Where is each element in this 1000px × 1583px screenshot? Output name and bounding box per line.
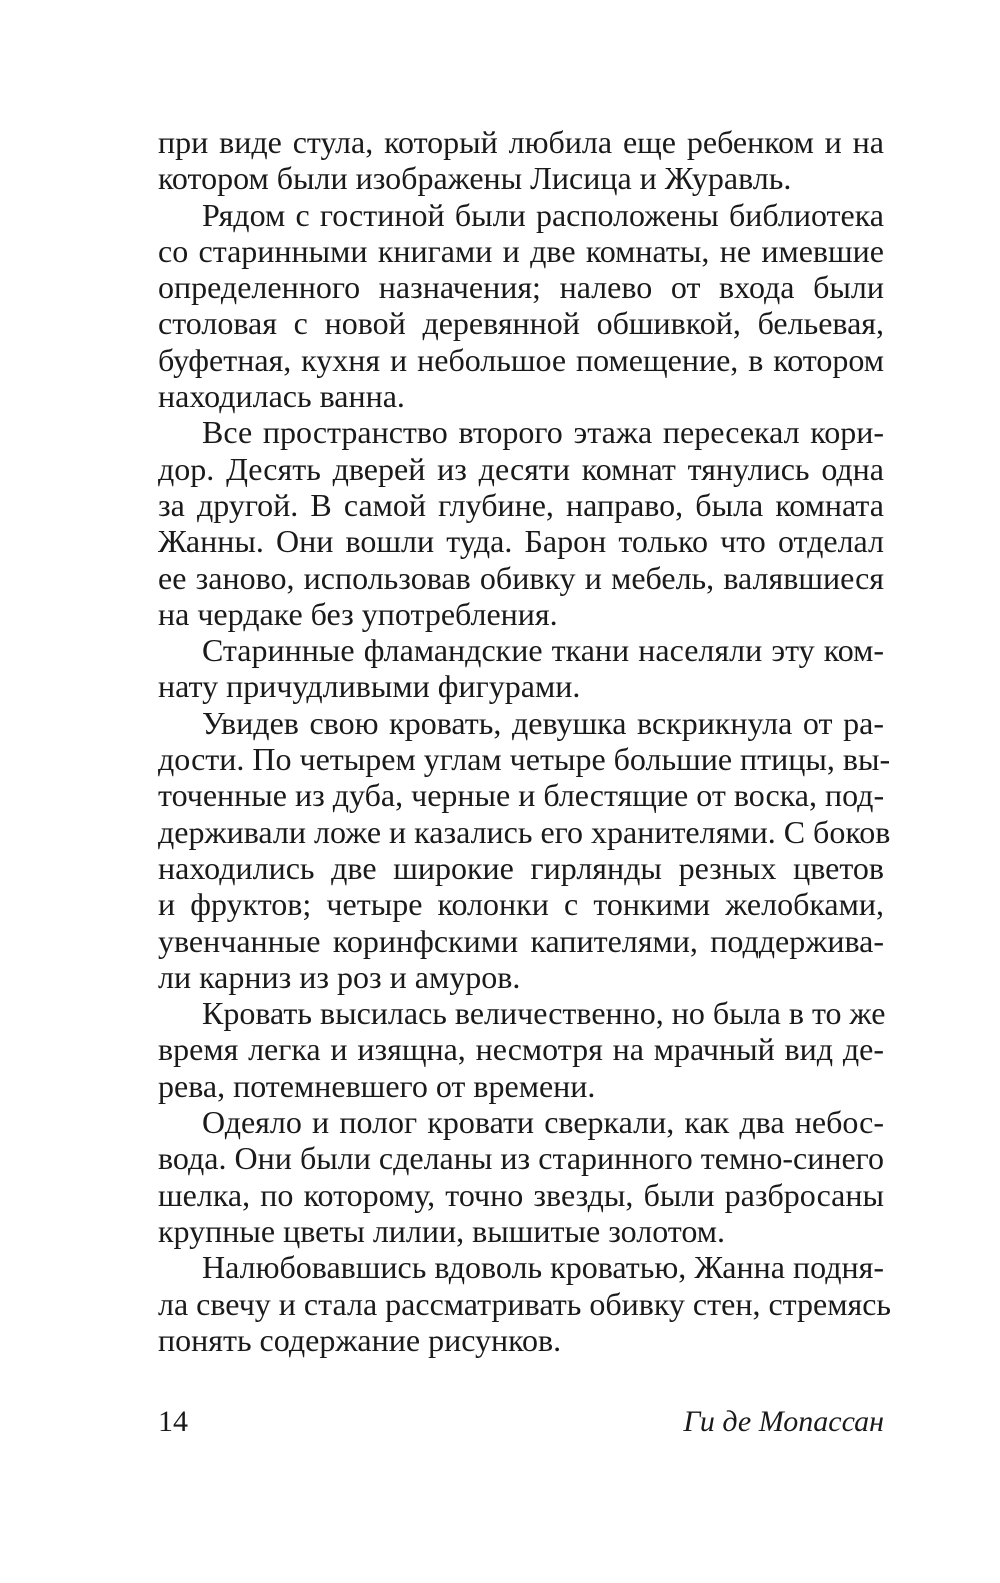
- text-line: Все пространство второго этажа пересекал кори-: [202, 414, 884, 451]
- text-line: Одеяло и полог кровати сверкали, как два небос-: [202, 1104, 884, 1141]
- page-footer: [158, 1402, 884, 1442]
- text-line: Увидев свою кровать, девушка вскрикнула от ра-: [202, 704, 884, 741]
- text-line: котором были изображены Лисица и Журавль.: [158, 160, 792, 197]
- text-line: определенного назначения; налево от входа были: [158, 269, 884, 306]
- text-line: находились две широкие гирлянды резных цветов: [158, 849, 884, 886]
- text-line: за другой. В самой глубине, направо, была комната: [158, 486, 884, 523]
- text-line: нату причудливыми фигурами.: [158, 668, 581, 705]
- text-line: увенчанные коринфскими капителями, поддержива-: [158, 922, 884, 959]
- text-line: дости. По четырем углам четыре большие птицы, вы-: [158, 741, 891, 778]
- text-line: Рядом с гостиной были расположены библиотека: [202, 196, 884, 233]
- text-line: буфетная, кухня и небольшое помещение, в котором: [158, 341, 884, 378]
- text-line: шелка, по которому, точно звезды, были разбросаны: [158, 1176, 884, 1213]
- text-line: ее заново, использовав обивку и мебель, валявшиеся: [158, 559, 884, 596]
- text-line: рева, потемневшего от времени.: [158, 1067, 596, 1104]
- text-line: вода. Они были сделаны из старинного темно-синего: [158, 1140, 884, 1177]
- text-line: точенные из дуба, черные и блестящие от воска, под-: [158, 777, 885, 814]
- text-line: столовая с новой деревянной обшивкой, бельевая,: [158, 305, 884, 342]
- text-line: Кровать высилась величественно, но была в то же: [202, 995, 886, 1032]
- text-line: и фруктов; четыре колонки с тонкими желобками,: [158, 886, 884, 923]
- text-line: находилась ванна.: [158, 378, 405, 415]
- text-line: дор. Десять дверей из десяти комнат тянулись одна: [158, 450, 884, 487]
- text-line: крупные цветы лилии, вышитые золотом.: [158, 1212, 725, 1249]
- text-line: при виде стула, который любила еще ребенком и на: [158, 124, 884, 160]
- text-line: держивали ложе и казались его хранителями. С боков: [158, 813, 891, 850]
- text-line: со старинными книгами и две комнаты, не имевшие: [158, 232, 884, 269]
- text-line: Налюбовавшись вдоволь кроватью, Жанна подня-: [202, 1249, 884, 1286]
- text-line: на чердаке без употребления.: [158, 595, 558, 632]
- text-line: время легка и изящна, несмотря на мрачный вид де-: [158, 1031, 884, 1068]
- page-number: 14: [158, 1405, 188, 1438]
- text-line: понять содержание рисунков.: [158, 1321, 562, 1358]
- text-line: ли карниз из роз и амуров.: [158, 958, 521, 995]
- body-text: [158, 124, 891, 1358]
- text-line: ла свечу и стала рассматривать обивку стен, стремясь: [158, 1285, 891, 1322]
- text-line: Старинные фламандские ткани населяли эту ком-: [202, 632, 884, 669]
- text-line: Жанны. Они вошли туда. Барон только что отделал: [158, 523, 884, 560]
- running-author: Ги де Мопассан: [683, 1405, 884, 1438]
